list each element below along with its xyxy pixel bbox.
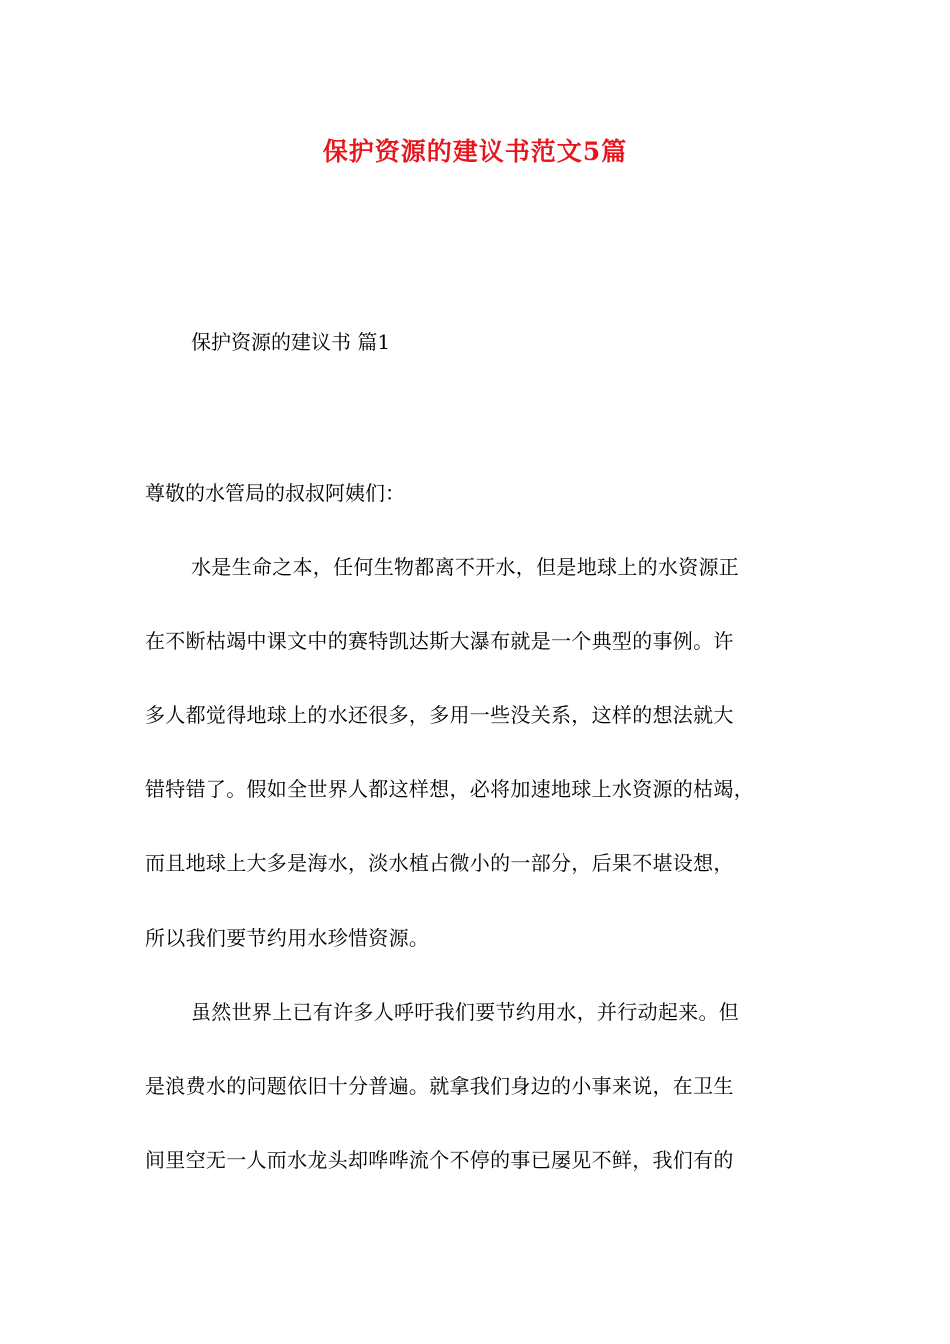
paragraph-1-line-2: 在不断枯竭中课文中的赛特凯达斯大瀑布就是一个典型的事例。许 bbox=[145, 629, 734, 653]
paragraph-2-line-3: 间里空无一人而水龙头却哗哗流个不停的事已屡见不鲜，我们有的 bbox=[145, 1148, 734, 1172]
section-heading: 保护资源的建议书 篇1 bbox=[191, 330, 391, 354]
paragraph-1-line-6: 所以我们要节约用水珍惜资源。 bbox=[145, 926, 430, 950]
paragraph-2-line-2: 是浪费水的问题依旧十分普遍。就拿我们身边的小事来说，在卫生 bbox=[145, 1074, 734, 1098]
paragraph-1-line-1: 水是生命之本，任何生物都离不开水，但是地球上的水资源正 bbox=[191, 555, 740, 579]
paragraph-1-line-5: 而且地球上大多是海水，淡水植占微小的一部分，后果不堪设想， bbox=[145, 851, 734, 875]
document-title: 保护资源的建议书范文5篇 bbox=[322, 137, 628, 166]
salutation: 尊敬的水管局的叔叔阿姨们： bbox=[145, 481, 405, 505]
paragraph-2-line-1: 虽然世界上已有许多人呼吁我们要节约用水，并行动起来。但 bbox=[191, 1000, 740, 1024]
paragraph-1-line-4: 错特错了。假如全世界人都这样想，必将加速地球上水资源的枯竭， bbox=[145, 777, 754, 801]
paragraph-1-line-3: 多人都觉得地球上的水还很多，多用一些没关系，这样的想法就大 bbox=[145, 703, 734, 727]
